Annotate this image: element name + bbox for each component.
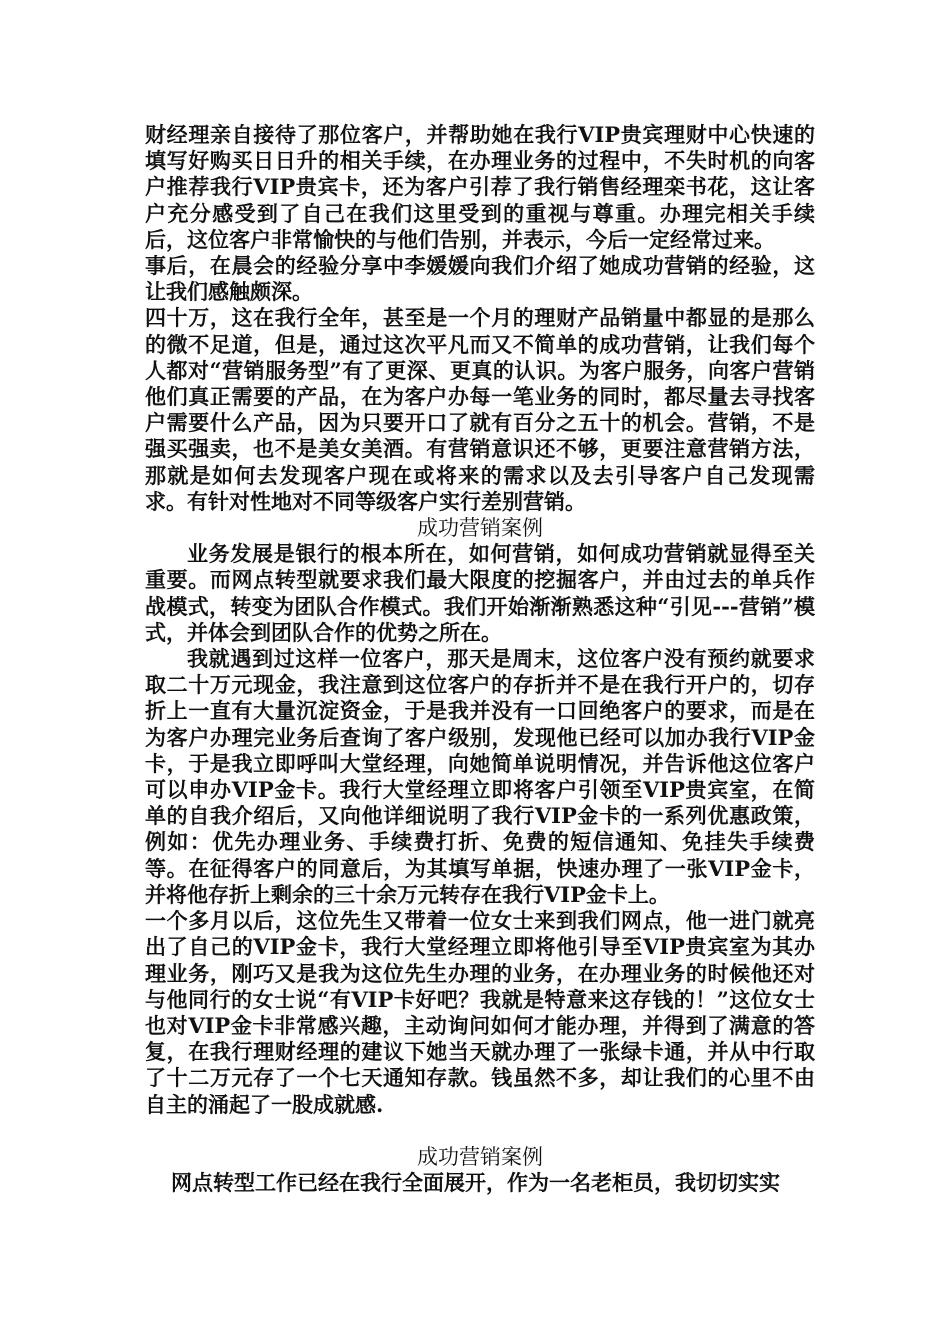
section-title: 成功营销案例 xyxy=(417,1144,543,1169)
paragraph: 财经理亲自接待了那位客户，并帮助她在我行VIP贵宾理财中心快速的填写好购买日日升的相关手续，在办理业务的过程中，不失时机的向客户推荐我行VIP贵宾卡，还为客户引荐了我行销售经理栾书花，这让客户充分感受到了自己在我们这里受到的重视与尊重。办理完相关手续后，这位客户非常愉快的与他们告别，并表示，今后一定经常过来。 xyxy=(145,122,815,252)
paragraph: 一个多月以后，这位先生又带着一位女士来到我们网点，他一进门就亮出了自己的VIP金卡，我行大堂经理立即将他引导至VIP贵宾室为其办理业务，刚巧又是我为这位先生办理的业务，在办理业务的时候他还对与他同行的女士说“有VIP卡好吧？我就是特意来这存钱的！”这位女士也对VIP金卡非常感兴趣，主动询问如何才能办理，并得到了满意的答复，在我行理财经理的建议下她当天就办理了一张绿卡通，并从中行取了十二万元存了一个七天通知存款。钱虽然不多，却让我们的心里不由自主的涌起了一股成就感. xyxy=(145,908,815,1117)
paragraph: 事后，在晨会的经验分享中李媛媛向我们介绍了她成功营销的经验，这让我们感触颇深。 xyxy=(145,253,815,305)
paragraph: 我就遇到过这样一位客户，那天是周末，这位客户没有预约就要求取二十万元现金，我注意到这位客户的存折并不是在我行开户的，切存折上一直有大量沉淀资金，于是我并没有一口回绝客户的要求，而是在为客户办理完业务后查询了客户级别，发现他已经可以加办我行VIP金卡，于是我立即呼叫大堂经理，向她简单说明情况，并告诉他这位客户可以申办VIP金卡。我行大堂经理立即将客户引领至VIP贵宾室，在简单的自我介绍后，又向他详细说明了我行VIP金卡的一系列优惠政策，例如：优先办理业务、手续费打折、免费的短信通知、免挂失手续费等。在征得客户的同意后，为其填写单据，快速办理了一张VIP金卡，并将他存折上剩余的三十余万元转存在我行VIP金卡上。 xyxy=(145,646,815,907)
document-page xyxy=(145,122,815,1196)
spacer xyxy=(145,1118,815,1144)
paragraph: 四十万，这在我行全年，甚至是一个月的理财产品销量中都显的是那么的微不足道，但是，通过这次平凡而又不简单的成功营销，让我们每个人都对“营销服务型”有了更深、更真的认识。为客户服务，向客户营销他们真正需要的产品，在为客户办每一笔业务的同时，都尽量去寻找客户需要什么产品，因为只要开口了就有百分之五十的机会。营销，不是强买强卖，也不是美女美酒。有营销意识还不够，更要注意营销方法，那就是如何去发现客户现在或将来的需求以及去引导客户自己发现需求。有针对性地对不同等级客户实行差别营销。 xyxy=(145,305,815,514)
section-title: 成功营销案例 xyxy=(417,516,543,541)
paragraph: 业务发展是银行的根本所在，如何营销，如何成功营销就显得至关重要。而网点转型就要求我们最大限度的挖掘客户，并由过去的单兵作战模式，转变为团队合作模式。我们开始渐渐熟悉这种“引见---营销”模式，并体会到团队合作的优势之所在。 xyxy=(145,541,815,645)
paragraph: 网点转型工作已经在我行全面展开，作为一名老柜员，我切切实实 xyxy=(171,1169,780,1195)
